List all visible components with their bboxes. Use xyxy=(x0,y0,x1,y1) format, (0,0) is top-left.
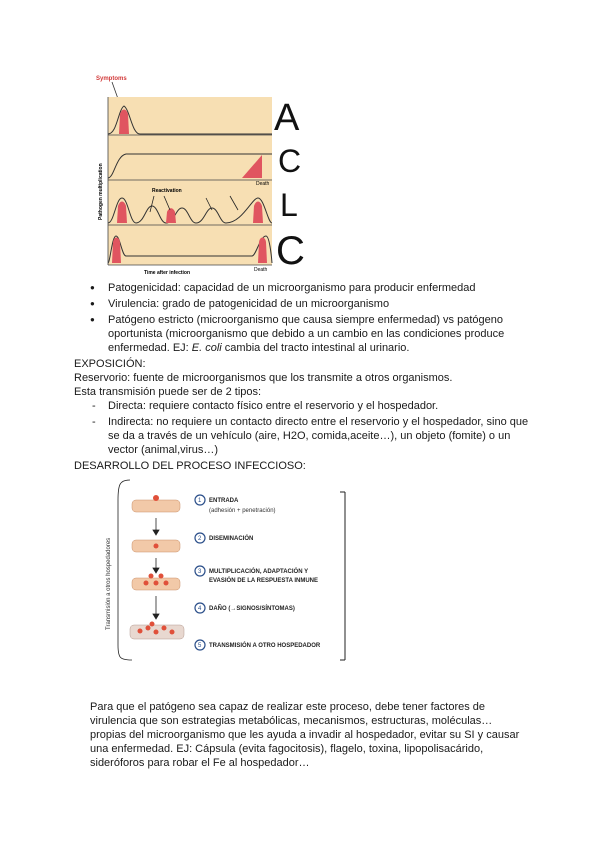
svg-text:TRANSMISIÓN A OTRO HOSPEDADOR: TRANSMISIÓN A OTRO HOSPEDADOR xyxy=(209,643,321,649)
handwritten-letters xyxy=(272,92,322,272)
list-item: ● Virulencia: grado de patogenicidad de un microorganismo xyxy=(90,297,530,311)
svg-text:DISEMINACIÓN: DISEMINACIÓN xyxy=(209,536,254,542)
list-item: ● Patogenicidad: capacidad de un microorganismo para producir enfermedad xyxy=(90,281,530,295)
step-3 xyxy=(195,566,318,584)
stage-arrows xyxy=(153,518,159,619)
list-item: - Indirecta: no requiere un contacto directo entre el reservorio y el hospedador, sino que se da a través de un vehículo (aire, H2O, comida,aceite…), un objeto (fomite) o un vector (animal,virus…) xyxy=(90,415,530,457)
svg-text:1: 1 xyxy=(198,498,202,504)
list-item: - Directa: requiere contacto físico entre el reservorio y el hospedador. xyxy=(90,399,530,413)
x-axis-label: Time after infection xyxy=(144,270,191,276)
reservorio-text: Reservorio: fuente de microorganismos que los transmite a otros organismos. xyxy=(74,372,453,384)
definitions-list xyxy=(90,281,530,357)
svg-text:4: 4 xyxy=(198,606,202,612)
svg-text:2: 2 xyxy=(198,536,202,542)
step-4 xyxy=(195,603,295,613)
step-2 xyxy=(195,533,253,543)
svg-text:3: 3 xyxy=(198,569,202,575)
handwritten-letter-c2: C xyxy=(276,229,305,272)
symptoms-label: Symptoms xyxy=(96,76,127,82)
chart-background xyxy=(108,97,272,265)
virulence-factors-paragraph: Para que el patógeno sea capaz de realizar este proceso, debe tener factores de virulencia que son estrategias metabólicas, mecanismos, estructuras, moléculas… propias del microorganismo que les ayuda a invadir al hospedador, evitar su SI y causar una enfermedad. EJ: Cápsula (evita fagocitosis), flagelo, toxina, lipopolisacárido, sideróforos para robar el Fe al hospedador… xyxy=(90,701,520,769)
exposicion-section xyxy=(74,357,534,473)
acute-symptom-peak xyxy=(119,110,129,135)
handwritten-letter-a: A xyxy=(274,97,300,139)
svg-text:5: 5 xyxy=(198,643,202,649)
transmision-intro: Esta transmisión puede ser de 2 tipos: xyxy=(74,386,262,398)
svg-text:MULTIPLICACIÓN, ADAPTACIÓN Y: MULTIPLICACIÓN, ADAPTACIÓN Y xyxy=(209,569,309,575)
reactivation-label: Reactivation xyxy=(152,188,182,194)
infection-process-figure xyxy=(90,470,350,670)
stage-1-cells xyxy=(132,495,180,512)
side-label: Transmisión a otros hospedadores xyxy=(106,537,112,630)
death-label-2: Death xyxy=(254,267,268,273)
y-axis-label: Pathogen multiplication xyxy=(98,163,104,220)
infection-curves-figure xyxy=(92,70,282,280)
death-label-1: Death xyxy=(256,181,270,187)
svg-text:DAÑO (→SIGNOS/SÍNTOMAS): DAÑO (→SIGNOS/SÍNTOMAS) xyxy=(209,606,295,612)
svg-text:EVASIÓN DE LA RESPUESTA INMUNE: EVASIÓN DE LA RESPUESTA INMUNE xyxy=(209,578,319,584)
step-5 xyxy=(195,640,321,650)
svg-text:(adhesión + penetración): (adhesión + penetración) xyxy=(209,508,276,514)
handwritten-letter-l: L xyxy=(280,187,298,223)
exposicion-heading: EXPOSICIÓN: xyxy=(74,358,146,370)
desarrollo-heading: DESARROLLO DEL PROCESO INFECCIOSO: xyxy=(74,460,306,472)
stage-5-cells xyxy=(130,622,184,640)
stage-3-cells xyxy=(132,574,180,591)
step-1 xyxy=(195,495,276,514)
list-item: ● Patógeno estricto (microorganismo que causa siempre enfermedad) vs patógeno oportunista (microorganismo que debido a un cambio en las condiciones produce enfermedad. EJ: E. coli cambia del tracto intestinal al urinario. xyxy=(90,313,530,355)
handwritten-letter-c: C xyxy=(278,143,302,179)
stage-2-cells xyxy=(132,540,180,552)
svg-text:ENTRADA: ENTRADA xyxy=(209,498,239,504)
